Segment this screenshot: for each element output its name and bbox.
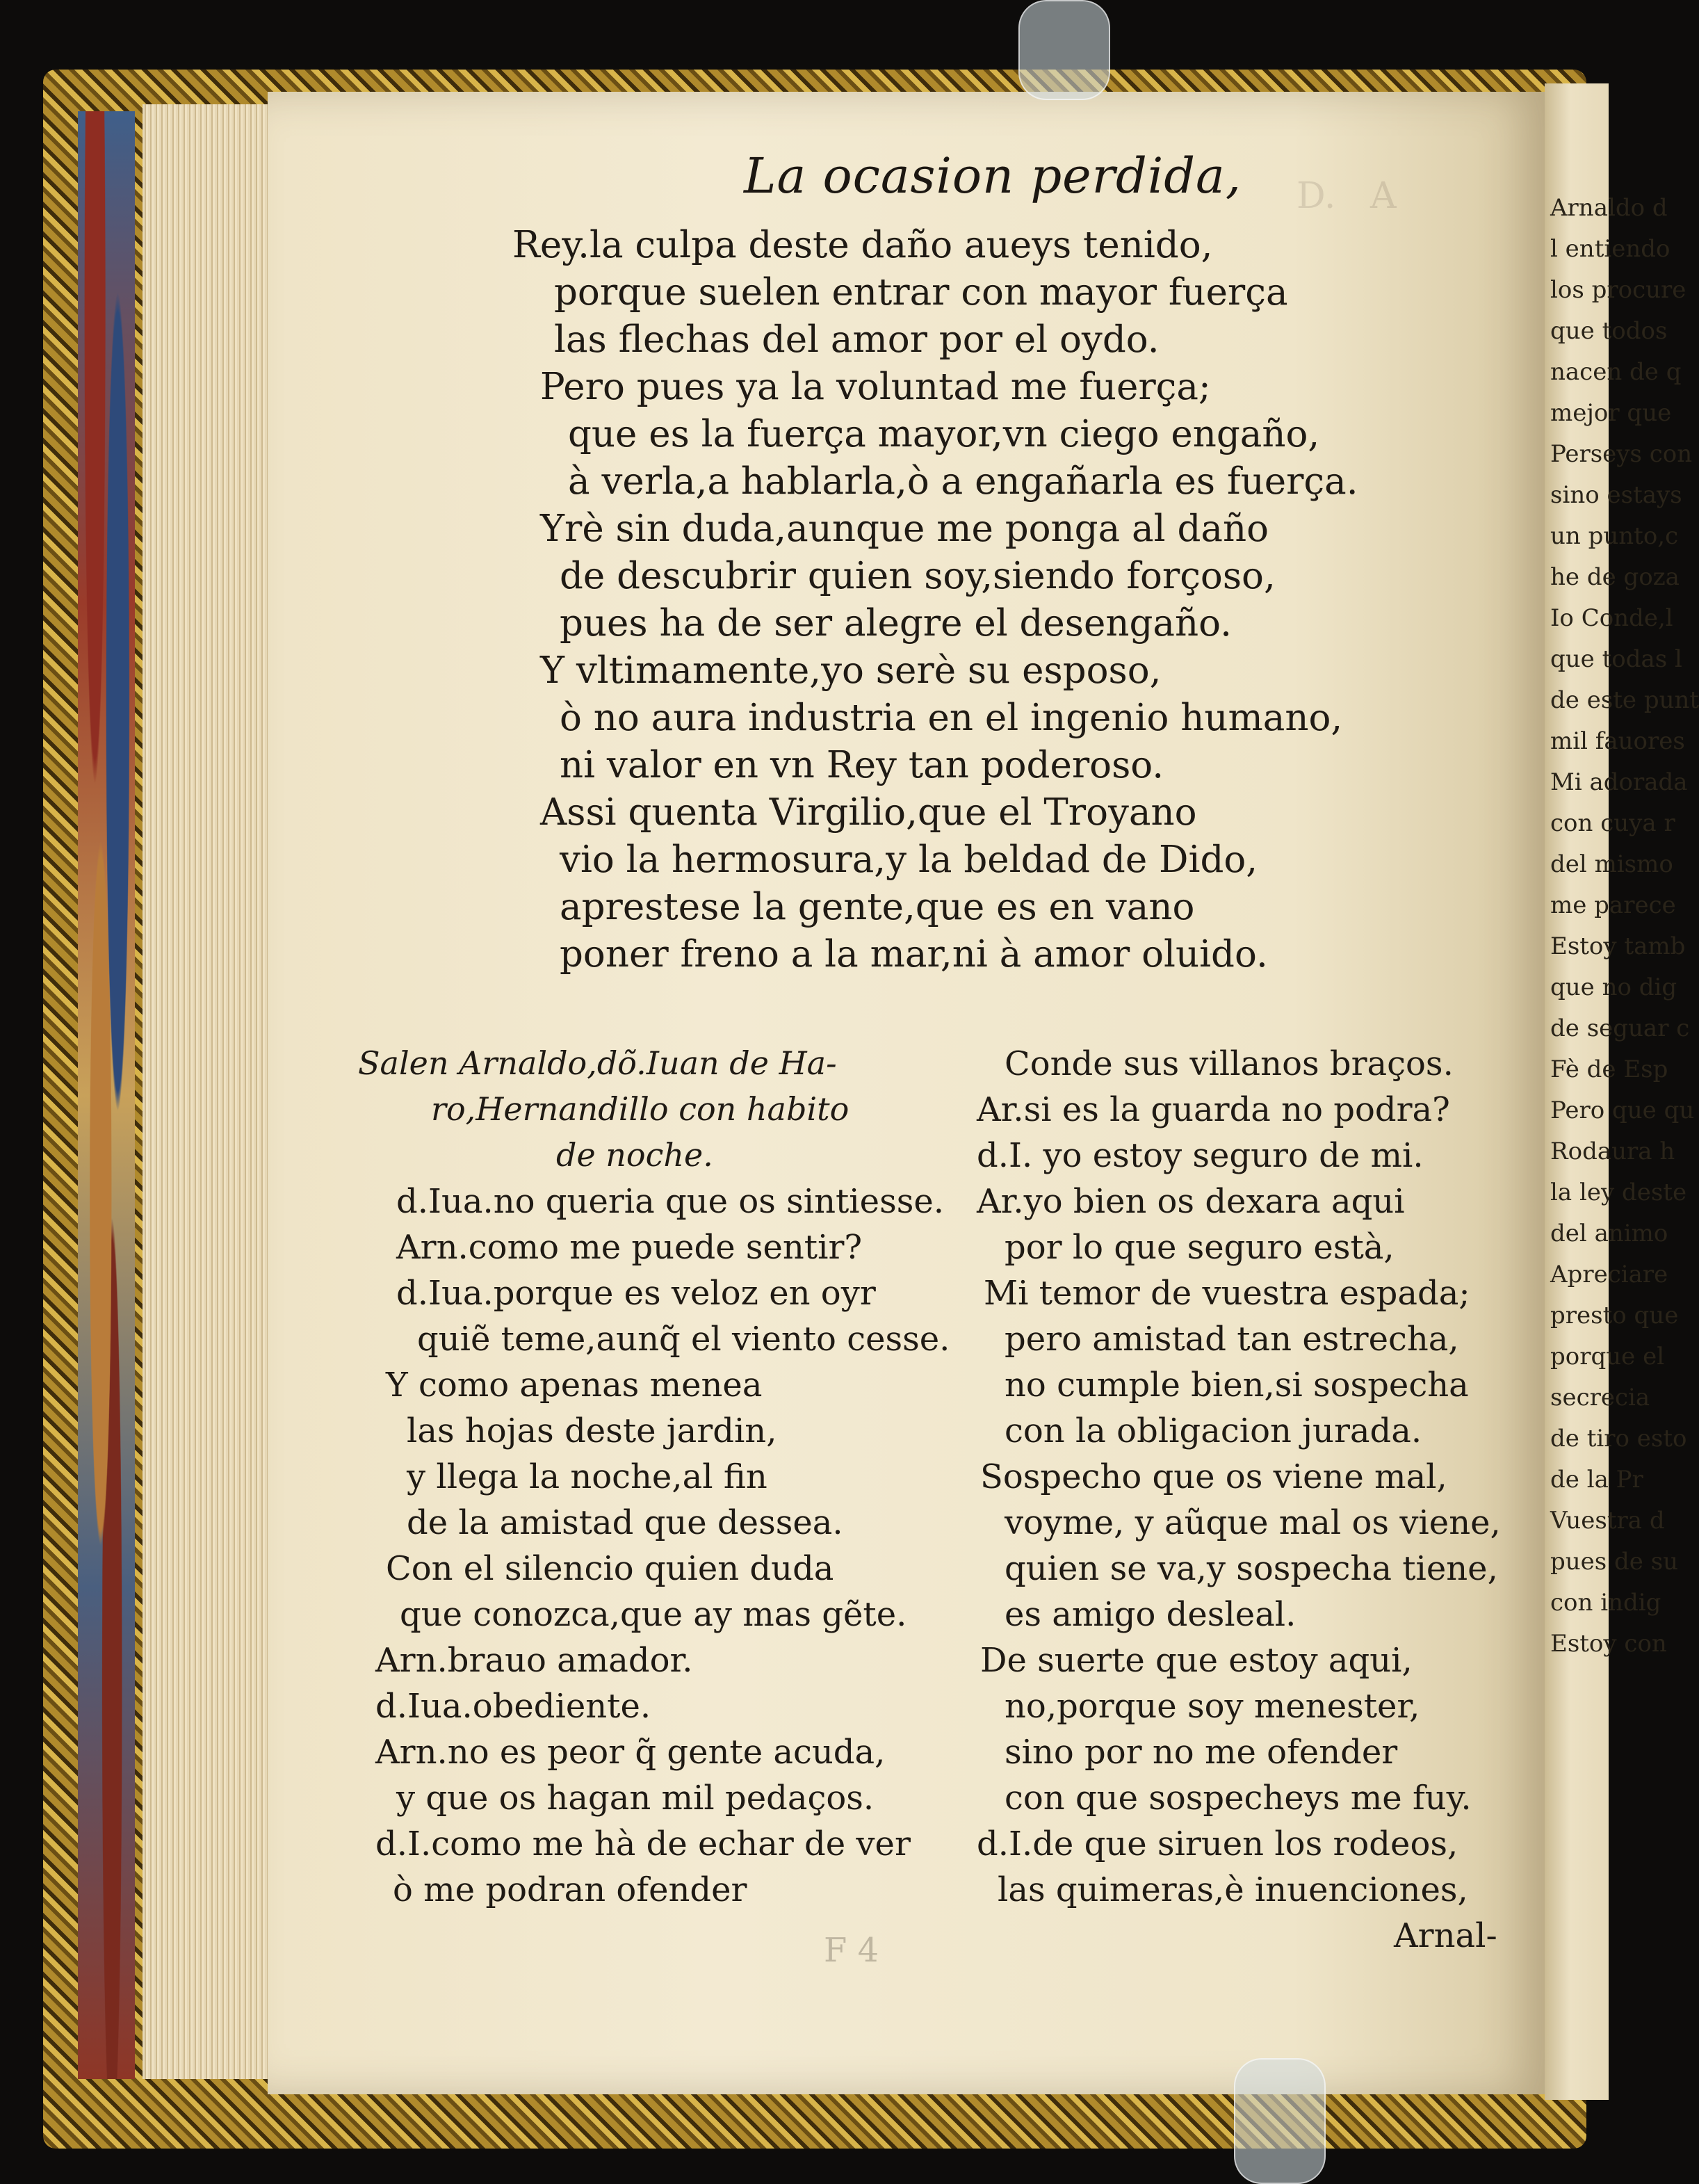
facing-page-line: del animo [1550,1220,1668,1247]
running-header: La ocasion perdida, [744,147,1242,204]
verse-line: Assi quenta Virgilio,que el Troyano [540,791,1197,834]
facing-page-line: del mismo [1550,850,1673,878]
facing-page-line: Pero que qu [1550,1097,1695,1124]
verse-line: las flechas del amor por el oydo. [554,318,1160,361]
dialogue-line: Arn.no es peor q̃ gente acuda, [375,1733,886,1772]
facing-page-line: Arnaldo d [1550,194,1668,222]
page-block-edges [143,104,271,2079]
dialogue-line: con la obligacion jurada. [1005,1411,1422,1450]
dialogue-line: d.I.de que siruen los rodeos, [977,1825,1458,1863]
dialogue-line: quiẽ teme,aunq̃ el viento cesse. [417,1320,950,1359]
dialogue-line: con que sospecheys me fuy. [1005,1779,1472,1818]
verse-line: ò no aura industria en el ingenio humano, [560,697,1343,739]
facing-page-edge [1545,83,1699,2100]
dialogue-line: de la amistad que dessea. [407,1503,843,1542]
facing-page-line: Apreciare [1550,1261,1668,1288]
verse-line: Yrè sin duda,aunque me ponga al daño [540,508,1269,550]
dialogue-line: Arn.como me puede sentir? [396,1228,863,1267]
facing-page-line: con indig [1550,1589,1661,1617]
facing-page-line: Rodaura h [1550,1138,1675,1165]
bleed-through-text: D. A [1296,175,1397,217]
facing-page-line: Estoy con [1550,1630,1667,1658]
facing-page-line: l entiendo [1550,235,1670,263]
verse-line: aprestese la gente,que es en vano [560,886,1195,928]
verse-line: de descubrir quien soy,siendo forçoso, [560,555,1276,597]
dialogue-line: De suerte que estoy aqui, [980,1641,1413,1680]
verse-line: Pero pues ya la voluntad me fuerça; [540,366,1211,408]
facing-page-line: que todas l [1550,645,1682,673]
dialogue-line: Arn.brauo amador. [375,1641,693,1680]
facing-page-line: me parece [1550,891,1676,919]
facing-page-line: presto que [1550,1302,1679,1329]
stage-direction: de noche. [556,1136,713,1174]
dialogue-line: Conde sus villanos braços. [1005,1044,1454,1083]
facing-page-line: Perseys con [1550,440,1693,468]
dialogue-line: no cumple bien,si sospecha [1005,1366,1469,1405]
facing-page-line: que no dig [1550,973,1677,1001]
facing-page-line: mejor que [1550,399,1672,427]
dialogue-line: Y como apenas menea [386,1366,763,1405]
signature-mark: F 4 [824,1931,879,1970]
facing-page-line: de este punt [1550,686,1699,714]
verse-line: porque suelen entrar con mayor fuerça [554,271,1288,314]
dialogue-line: y llega la noche,al fin [407,1457,767,1496]
facing-page-line: nacen de q [1550,358,1682,386]
page-clip-bottom [1234,2058,1326,2184]
facing-page-line: porque el [1550,1343,1665,1370]
verse-line: pues ha de ser alegre el desengaño. [560,602,1232,645]
dialogue-line: d.Iua.no queria que os sintiesse. [396,1182,944,1221]
dialogue-line: ò me podran ofender [393,1870,747,1909]
facing-page-line: he de goza [1550,563,1680,591]
dialogue-line: d.Iua.porque es veloz en oyr [396,1274,876,1313]
facing-page-line: Vuestra d [1550,1507,1665,1535]
facing-page-line: pues de su [1550,1548,1679,1576]
facing-page-line: secrecia [1550,1384,1650,1411]
facing-page-line: un punto,c [1550,522,1679,550]
dialogue-line: Mi temor de vuestra espada; [984,1274,1470,1313]
verse-line: Rey.la culpa deste daño aueys tenido, [512,224,1213,266]
facing-page-line: la ley deste [1550,1179,1687,1206]
dialogue-line: pero amistad tan estrecha, [1005,1320,1459,1359]
page-clip-top [1018,0,1110,100]
dialogue-line: las hojas deste jardin, [407,1411,777,1450]
dialogue-line: es amigo desleal. [1005,1595,1296,1634]
facing-page-line: mil fauores [1550,727,1685,755]
dialogue-line: voyme, y aũque mal os viene, [1005,1503,1501,1542]
dialogue-line: Sospecho que os viene mal, [980,1457,1447,1496]
marbled-endpaper [78,111,135,2079]
verse-line: poner freno a la mar,ni à amor oluido. [560,933,1268,976]
dialogue-line: d.I.como me hà de echar de ver [375,1825,911,1863]
stage-direction: Salen Arnaldo,dõ.Iuan de Ha- [358,1044,837,1082]
facing-page-text [1545,83,1699,1665]
stage-direction: ro,Hernandillo con habito [431,1090,850,1128]
verse-line: à verla,a hablarla,ò a engañarla es fuerça. [568,460,1358,503]
verse-line: vio la hermosura,y la beldad de Dido, [560,839,1258,881]
verse-line: Y vltimamente,yo serè su esposo, [540,649,1162,692]
catchword: Arnal- [1394,1916,1497,1955]
dialogue-line: Ar.yo bien os dexara aqui [977,1182,1405,1221]
facing-page-line: que todos [1550,317,1668,345]
dialogue-line: quien se va,y sospecha tiene, [1005,1549,1498,1588]
verse-line: que es la fuerça mayor,vn ciego engaño, [568,413,1320,455]
dialogue-line: por lo que seguro està, [1005,1228,1395,1267]
dialogue-line: Ar.si es la guarda no podra? [977,1090,1450,1129]
dialogue-line: que conozca,que ay mas gẽte. [400,1595,907,1634]
facing-page-line: Estoy tamb [1550,932,1686,960]
facing-page-line: los procure [1550,276,1686,304]
dialogue-line: d.Iua.obediente. [375,1687,651,1726]
facing-page-line: Mi adorada [1550,768,1688,796]
facing-page-line: Fè de Esp [1550,1055,1668,1083]
facing-page-line: de tiro esto [1550,1425,1687,1453]
dialogue-line: y que os hagan mil pedaços. [396,1779,875,1818]
facing-page-line: sino estays [1550,481,1682,509]
facing-page-line: de la Pr [1550,1466,1643,1494]
dialogue-line: d.I. yo estoy seguro de mi. [977,1136,1424,1175]
facing-page-line: Io Conde,l [1550,604,1673,632]
dialogue-line: Con el silencio quien duda [386,1549,834,1588]
verse-line: ni valor en vn Rey tan poderoso. [560,744,1164,786]
dialogue-line: las quimeras,è inuenciones, [998,1870,1468,1909]
dialogue-line: sino por no me ofender [1005,1733,1398,1772]
facing-page-line: con cuya r [1550,809,1675,837]
dialogue-line: no,porque soy menester, [1005,1687,1420,1726]
facing-page-line: de seguar c [1550,1014,1690,1042]
book-page [268,92,1550,2094]
